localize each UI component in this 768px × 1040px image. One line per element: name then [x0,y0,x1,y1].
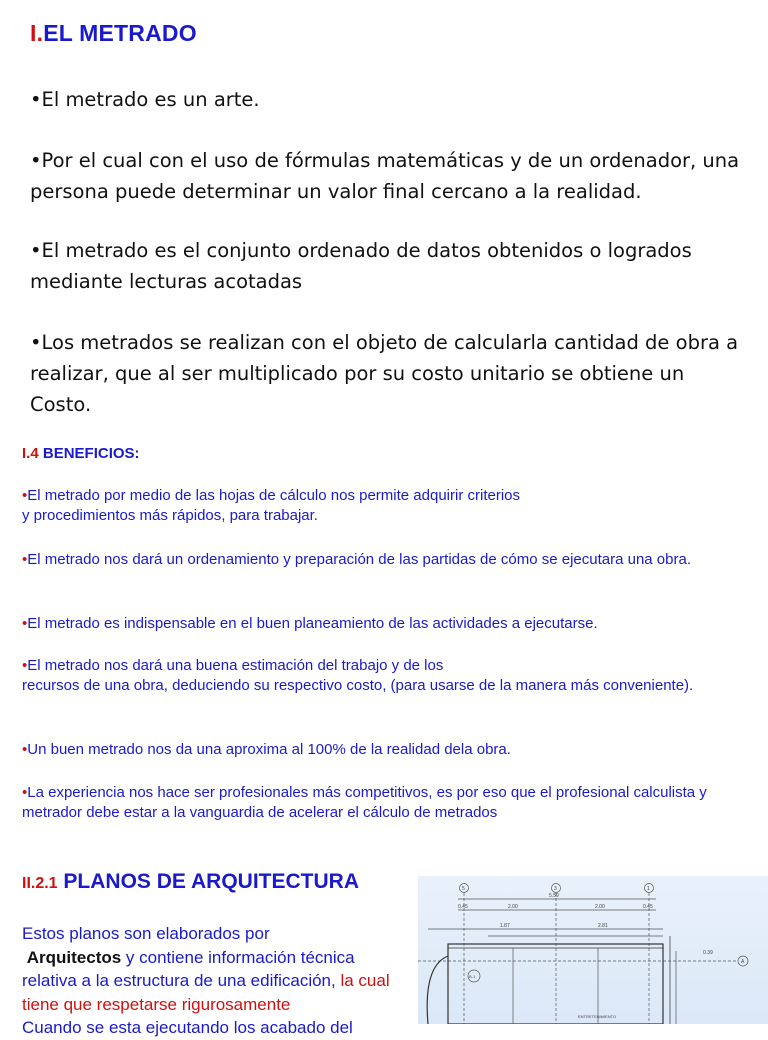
dimension-label: 0.45 [458,904,468,910]
intro-bullet-2: •Por el cual con el uso de fórmulas matemáticas y de un ordenador, una persona puede determinar un valor final cercano a la realidad. [30,149,740,203]
axis-label: 1 [647,886,650,892]
beneficio-text: El metrado por medio de las hojas de cálculo nos permite adquirir criterios [27,487,521,504]
planos-text-2: y contiene información técnica relativa a la estructura de una edificación, [22,947,355,990]
planos-title: PLANOS DE ARQUITECTURA [63,870,359,893]
beneficio-text: recursos de una obra, deduciendo su respectivo costo, (para usarse de la manera más conveniente). [22,677,694,694]
planos-text-3: Cuando se esta ejecutando los acabado del [22,1018,353,1037]
bullet-mark: • [22,784,28,801]
beneficios-heading [22,445,140,462]
axis-label: 3 [554,886,557,892]
bullet-mark: • [22,741,28,758]
dimension-label: 2.81 [598,923,608,929]
axis-label: A [741,959,745,965]
section-title: EL METRADO [43,20,197,46]
beneficio-text: El metrado es indispensable en el buen planeamiento de las actividades a ejecutarse. [27,615,598,632]
bullet-mark: • [22,487,28,504]
planos-number: II.2.1 [22,875,58,892]
dimension-label: 2.00 [595,904,605,910]
bullet-mark: • [22,551,28,568]
axis-label: 5 [462,886,465,892]
room-label: ENTRETENIMIENTO [578,1014,617,1019]
intro-bullet-1: •El metrado es un arte. [30,88,260,111]
beneficio-item-2 [22,550,762,570]
planos-paragraph [22,922,407,1040]
bullet-mark: • [22,657,28,674]
dimension-label: 5.59 [549,893,559,899]
bullet-mark: • [22,615,28,632]
column-label: B-1 [469,974,476,979]
beneficio-item-6 [22,783,762,823]
intro-bullet-3: •El metrado es el conjunto ordenado de datos obtenidos o logrados mediante lecturas acotadas [30,239,692,293]
dimension-label: 0.45 [643,904,653,910]
architectural-plan-image [418,876,768,1024]
beneficio-item-4 [22,656,762,696]
beneficio-item-1 [22,486,762,526]
beneficio-text: El metrado nos dará un ordenamiento y preparación de las partidas de cómo se ejecutara una obra. [27,551,692,568]
section-number: I. [30,20,44,46]
plan-drawing [418,876,768,1024]
beneficio-text: El metrado nos dará una buena estimación del trabajo y de los [27,657,444,674]
beneficio-text: y procedimientos más rápidos, para trabajar. [22,507,318,524]
beneficios-title: BENEFICIOS: [42,445,140,462]
dimension-label: 2.00 [508,904,518,910]
beneficios-number: I.4 [22,445,39,462]
planos-text-red: la cual tiene que respetarse rigurosamente [22,971,390,1014]
beneficio-text: La experiencia nos hace ser profesionales más competitivos, es por eso que el profesional calculista y metrador debe estar a la vanguardia de acelerar el cálculo de metrados [22,784,707,821]
beneficio-item-3 [22,614,762,634]
beneficio-text: Un buen metrado nos da una aproxima al 100% de la realidad dela obra. [27,741,511,758]
planos-text-1: Estos planos son elaborados por [22,924,270,943]
dimension-label: 1.87 [500,923,510,929]
beneficio-item-5 [22,740,762,760]
dimension-label: 0.39 [703,950,713,956]
intro-bullet-4: •Los metrados se realizan con el objeto de calcularla cantidad de obra a realizar, que al ser multiplicado por su costo unitario se obtiene un Costo. [30,331,739,416]
planos-heading [22,870,359,894]
planos-text-bold: Arquitectos [26,947,122,967]
page-title [30,20,197,47]
